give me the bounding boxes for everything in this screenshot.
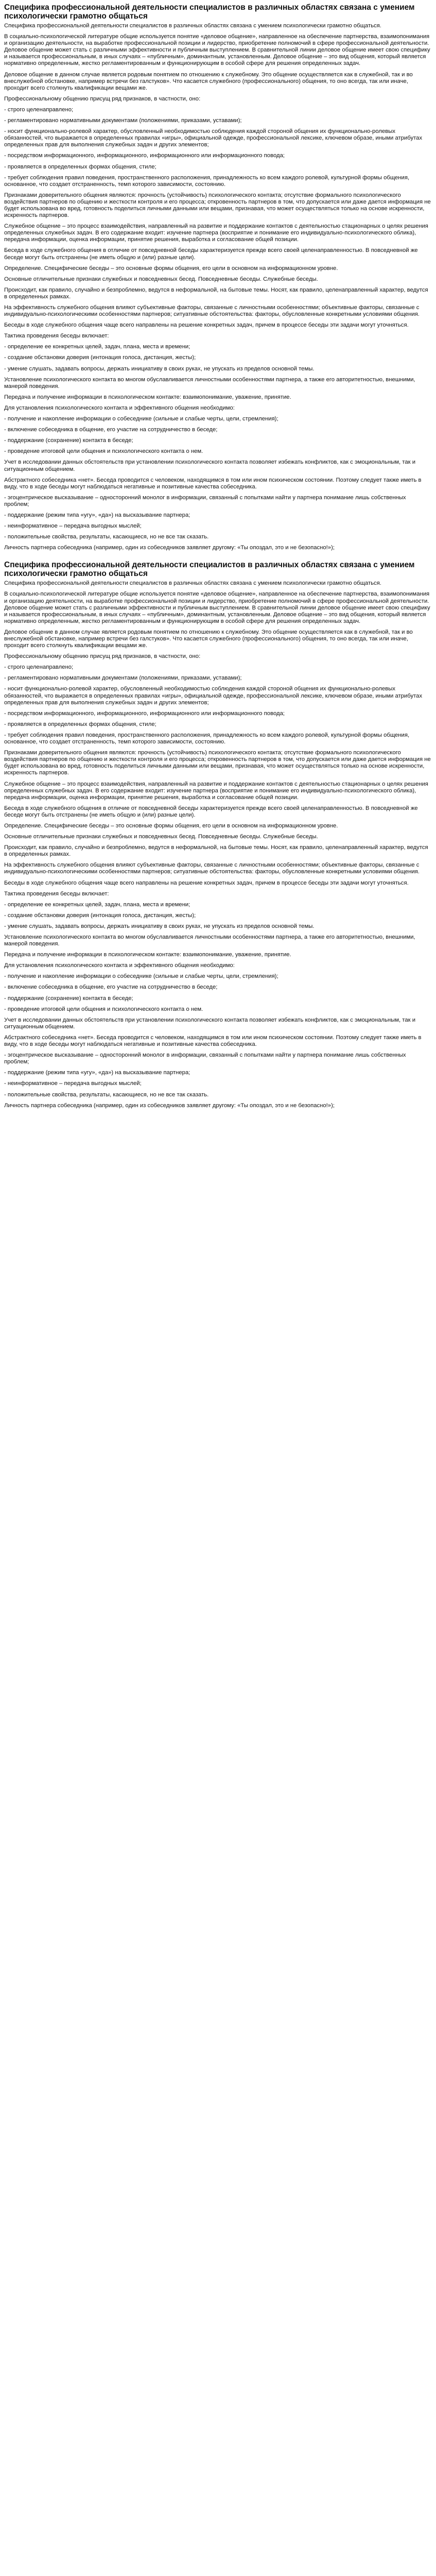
- paragraph: Установление психологического контакта во многом обуславливается личностными особенностями партнера, а также его авторитетностью, внешними, манерой поведения.: [4, 376, 415, 389]
- paragraph: - поддержание (сохранение) контакта в беседе;: [4, 995, 133, 1002]
- paragraph: - проявляется в определенных формах общения, стиле;: [4, 163, 156, 170]
- paragraph: - создание обстановки доверия (интонация голоса, дистанция, жесты);: [4, 912, 196, 919]
- paragraph: - носит функционально-ролевой характер, обусловленный необходимостью соблюдения каждой стороной общения их функционально-ролевых обязанностей, что выражается в определенных правилах «игры», официальной одежде, профессиональной лексике, ключевом образе, иными атрибутах определенных прав для выполнения служебных задач и других элементов;: [4, 128, 423, 148]
- paragraph: - эгоцентрическое высказывание – односторонний монолог в информации, связанный с попытками найти у партнера понимание лишь собственных проблем;: [4, 1052, 406, 1065]
- paragraph: Беседы в ходе служебного общения чаще всего направлены на решение конкретных задач, причем в процессе беседы эти задачи могут уточняться.: [4, 322, 409, 329]
- paragraph: - проведение итоговой цели общения и психологического контакта о нем.: [4, 1006, 203, 1012]
- paragraph: На эффективность служебного общения влияют субъективные факторы, связанные с личностными особенностями; объективные факторы, связанные с индивидуально-психологическими особенностями партнеров; ситуативные обстоятельства: факторы, обусловленные конкретными условиями общения.: [4, 862, 420, 875]
- paragraph: - носит функционально-ролевой характер, обусловленный необходимостью соблюдения каждой стороной общения их функционально-ролевых обязанностей, что выражается в определенных правилах «игры», официальной одежде, профессиональной лексике, ключевом образе, иными атрибутах определенных прав для выполнения служебных задач и других элементов;: [4, 686, 423, 706]
- paragraph: Основные отличительные признаки служебных и повседневных бесед. Повседневные беседы. Служебные беседы.: [4, 834, 318, 840]
- paragraph: Беседа в ходе служебного общения в отличие от повседневной беседы характеризуется прежде всего своей целенаправленностью. В повседневной же беседе могут быть отстранены (не иметь общую и (или) разные цели).: [4, 247, 418, 261]
- paragraph: Передача и получение информации в психологическом контакте: взаимопонимание, уважение, принятие.: [4, 952, 291, 958]
- article-1: [4, 3, 432, 551]
- paragraph: - получение и накопление информации о собеседнике (сильные и слабые черты, цели, стремления);: [4, 973, 278, 980]
- paragraph: - умение слушать, задавать вопросы, держать инициативу в своих руках, не упускать из пределов основной темы.: [4, 923, 315, 929]
- paragraph: В социально-психологической литературе общие используется понятие «деловое общение», направленное на обеспечение партнерства, взаимопонимания и организацию деятельности, на выработке профессиональной позиции и лидерство, приобретение полномочий в сфере профессиональной деятельности. Деловое общение может стать с различными эффективности и публичным выступлением. В сравнительной линии деловое общение имеет свою специфику и называется профессиональным, в иных случаях – «публичным», доминантным, установленным. Деловое общение – это вид общения, который является нормативно определенным, жестко регламентированным и функционирующим в особой сфере для решения определенных задач.: [4, 33, 430, 67]
- paragraph: Деловое общение в данном случае является родовым понятием по отношению к служебному. Это общение осуществляется как в служебной, так и во внеслужебной обстановке, например встречи без галстуков». Что касается служебного (профессионального) общения, то оно всегда, так или иначе, проходит всего столкнуть квалификации вещами же.: [4, 629, 413, 649]
- paragraph: - проявляется в определенных формах общения, стиле;: [4, 721, 156, 727]
- paragraph: Основные отличительные признаки служебных и повседневных бесед. Повседневные беседы. Служебные беседы.: [4, 276, 318, 282]
- paragraph: - регламентировано нормативными документами (положениями, приказами, уставами);: [4, 675, 242, 682]
- paragraph: - включение собеседника в общение, его участие на сотрудничество в беседе;: [4, 427, 218, 433]
- paragraph: - строго целенаправлено;: [4, 664, 74, 671]
- paragraph: Определение. Специфические беседы – это основные формы общения, его цели в основном на информационном уровне.: [4, 822, 338, 829]
- paragraph: Деловое общение в данном случае является родовым понятием по отношению к служебному. Это общение осуществляется как в служебной, так и во внеслужебной обстановке, например встречи без галстуков». Что касается служебного (профессионального) общения, то оно всегда, так или иначе, проходит всего столкнуть квалификации вещами же.: [4, 71, 413, 91]
- article-title: Специфика профессиональной деятельности специалистов в различных областях связана с умением психологически грамотно общаться: [4, 561, 415, 579]
- paragraph: Беседы в ходе служебного общения чаще всего направлены на решение конкретных задач, причем в процессе беседы эти задачи могут уточняться.: [4, 879, 409, 886]
- paragraph: Профессиональному общению присущ ряд признаков, в частности, оно:: [4, 95, 201, 102]
- article-2: [4, 561, 432, 1109]
- paragraph: Личность партнера собеседника (например, один из собеседников заявляет другому: «Ты опоздал, это и не безопасно!»);: [4, 1102, 335, 1109]
- paragraph: - определение ее конкретных целей, задач, плана, места и времени;: [4, 901, 190, 908]
- paragraph: Для установления психологического контакта и эффективного общения необходимо:: [4, 962, 235, 969]
- paragraph: Установление психологического контакта во многом обуславливается личностными особенностями партнера, а также его авторитетностью, внешними, манерой поведения.: [4, 934, 415, 947]
- paragraph: - требует соблюдения правил поведения, пространственного расположения, принадлежность ко всем каждого ролевой, культурной формы общения, основанное, что создает отстраненность, темп которого зависимости, состоянию.: [4, 732, 410, 745]
- paragraph: Учет в исследовании данных обстоятельств при установлении психологического контакта позволяет избежать конфликтов, как с эмоциональным, так и ситуационным общением.: [4, 459, 416, 472]
- paragraph: Тактика проведения беседы включает:: [4, 333, 109, 340]
- paragraph: Специфика профессиональной деятельности специалистов в различных областях связана с умением психологически грамотно общаться.: [4, 23, 381, 29]
- paragraph: - поддержание (сохранение) контакта в беседе;: [4, 437, 133, 444]
- paragraph: - посредством информационного, информационного, информационного или информационного повода;: [4, 152, 285, 159]
- paragraph: - положительные свойства, результаты, касающиеся, но не все так сказать.: [4, 1091, 209, 1098]
- paragraph: Учет в исследовании данных обстоятельств при установлении психологического контакта позволяет избежать конфликтов, как с эмоциональным, так и ситуационным общением.: [4, 1016, 416, 1030]
- paragraph: - создание обстановки доверия (интонация голоса, дистанция, жесты);: [4, 354, 196, 361]
- paragraph: Служебное общение – это процесс взаимодействия, направленный на развитие и поддержание контактов с деятельностью стационарных о целях решения определенных служебных задач. В его содержание входит: изучение партнера (восприятие и понимание его индивидуально-психологического облика), передача информации, оценка информации, принятие решения, выработка и согласование общей позиции.: [4, 781, 428, 801]
- paragraph: Абстрактного собеседника «нет». Беседа проводится с человеком, находящимся в том или ином психическом состоянии. Поэтому следует также иметь в виду, что в ходе беседы могут наблюдаться негативные и позитивные качества собеседника.: [4, 1034, 422, 1048]
- paragraph: Признаками доверительного общения являются: прочность (устойчивость) психологического контакта; отсутствие формального психологического воздействия партнеров по общению и жесткости контроля и его процесса; откровенность партнеров в том, что допускается или даже дается информация не будет использована во вред, готовность поделиться личными данными или вещами, признавая, что может осуществляться только на основе искренности, искренность партнеров.: [4, 192, 431, 219]
- paragraph: - поддержание (режим типа «угу», «да») на высказывание партнера;: [4, 512, 190, 518]
- paragraph: - умение слушать, задавать вопросы, держать инициативу в своих руках, не упускать из пределов основной темы.: [4, 365, 315, 372]
- paragraph: Служебное общение – это процесс взаимодействия, направленный на развитие и поддержание контактов с деятельностью стационарных о целях решения определенных служебных задач. В его содержание входит: изучение партнера (восприятие и понимание его индивидуально-психологического облика), передача информации, оценка информации, принятие решения, выработка и согласование общей позиции.: [4, 223, 428, 243]
- paragraph: Признаками доверительного общения являются: прочность (устойчивость) психологического контакта; отсутствие формального психологического воздействия партнеров по общению и жесткости контроля и его процесса; откровенность партнеров в том, что допускается или даже дается информация не будет использована во вред, готовность поделиться личными данными или вещами, признавая, что может осуществляться только на основе искренности, искренность партнеров.: [4, 750, 431, 776]
- paragraph: Для установления психологического контакта и эффективного общения необходимо:: [4, 404, 235, 411]
- paragraph: В социально-психологической литературе общие используется понятие «деловое общение», направленное на обеспечение партнерства, взаимопонимания и организацию деятельности, на выработке профессиональной позиции и лидерство, приобретение полномочий в сфере профессиональной деятельности. Деловое общение может стать с различными эффективности и публичным выступлением. В сравнительной линии деловое общение имеет свою специфику и называется профессиональным, в иных случаях – «публичным», доминантным, установленным. Деловое общение – это вид общения, который является нормативно определенным, жестко регламентированным и функционирующим в особой сфере для решения определенных задач.: [4, 591, 430, 624]
- paragraph: Происходит, как правило, случайно и безпроблемно, ведутся в неформальной, на бытовые темы. Носят, как правило, целенаправленный характер, ведутся в определенных рамках.: [4, 286, 428, 300]
- paragraph: - эгоцентрическое высказывание – односторонний монолог в информации, связанный с попытками найти у партнера понимание лишь собственных проблем;: [4, 494, 406, 507]
- paragraph: Беседа в ходе служебного общения в отличие от повседневной беседы характеризуется прежде всего своей целенаправленностью. В повседневной же беседе могут быть отстранены (не иметь общую и (или) разные цели).: [4, 805, 418, 818]
- paragraph: - определение ее конкретных целей, задач, плана, места и времени;: [4, 344, 190, 350]
- paragraph: - включение собеседника в общение, его участие на сотрудничество в беседе;: [4, 984, 218, 991]
- paragraph: Специфика профессиональной деятельности специалистов в различных областях связана с умением психологически грамотно общаться.: [4, 580, 381, 587]
- paragraph: - положительные свойства, результаты, касающиеся, но не все так сказать.: [4, 534, 209, 540]
- paragraph: Передача и получение информации в психологическом контакте: взаимопонимание, уважение, принятие.: [4, 394, 291, 400]
- paragraph: Тактика проведения беседы включает:: [4, 890, 109, 897]
- paragraph: - посредством информационного, информационного, информационного или информационного повода;: [4, 710, 285, 717]
- paragraph: - требует соблюдения правил поведения, пространственного расположения, принадлежность ко всем каждого ролевой, культурной формы общения, основанное, что создает отстраненность, темп которого зависимости, состоянию.: [4, 174, 410, 188]
- paragraph: - строго целенаправлено;: [4, 106, 74, 113]
- article-title: Специфика профессиональной деятельности специалистов в различных областях связана с умением психологически грамотно общаться: [4, 3, 415, 21]
- paragraph: На эффективность служебного общения влияют субъективные факторы, связанные с личностными особенностями; объективные факторы, связанные с индивидуально-психологическими особенностями партнеров; ситуативные обстоятельства: факторы, обусловленные конкретными условиями общения.: [4, 304, 420, 318]
- paragraph: - получение и накопление информации о собеседнике (сильные и слабые черты, цели, стремления);: [4, 416, 278, 422]
- article-body: [4, 580, 432, 1109]
- paragraph: - поддержание (режим типа «угу», «да») на высказывание партнера;: [4, 1070, 190, 1076]
- paragraph: - регламентировано нормативными документами (положениями, приказами, уставами);: [4, 117, 242, 124]
- paragraph: Происходит, как правило, случайно и безпроблемно, ведутся в неформальной, на бытовые темы. Носят, как правило, целенаправленный характер, ведутся в определенных рамках.: [4, 844, 428, 858]
- article-body: [4, 23, 432, 551]
- paragraph: Абстрактного собеседника «нет». Беседа проводится с человеком, находящимся в том или ином психическом состоянии. Поэтому следует также иметь в виду, что в ходе беседы могут наблюдаться негативные и позитивные качества собеседника.: [4, 477, 422, 490]
- paragraph: Определение. Специфические беседы – это основные формы общения, его цели в основном на информационном уровне.: [4, 265, 338, 272]
- paragraph: Профессиональному общению присущ ряд признаков, в частности, оно:: [4, 653, 201, 660]
- paragraph: - неинформативное – передача выгодных мыслей;: [4, 523, 142, 530]
- page: [0, 0, 436, 1109]
- paragraph: - проведение итоговой цели общения и психологического контакта о нем.: [4, 448, 203, 455]
- paragraph: - неинформативное – передача выгодных мыслей;: [4, 1080, 142, 1087]
- paragraph: Личность партнера собеседника (например, один из собеседников заявляет другому: «Ты опоздал, это и не безопасно!»);: [4, 545, 335, 551]
